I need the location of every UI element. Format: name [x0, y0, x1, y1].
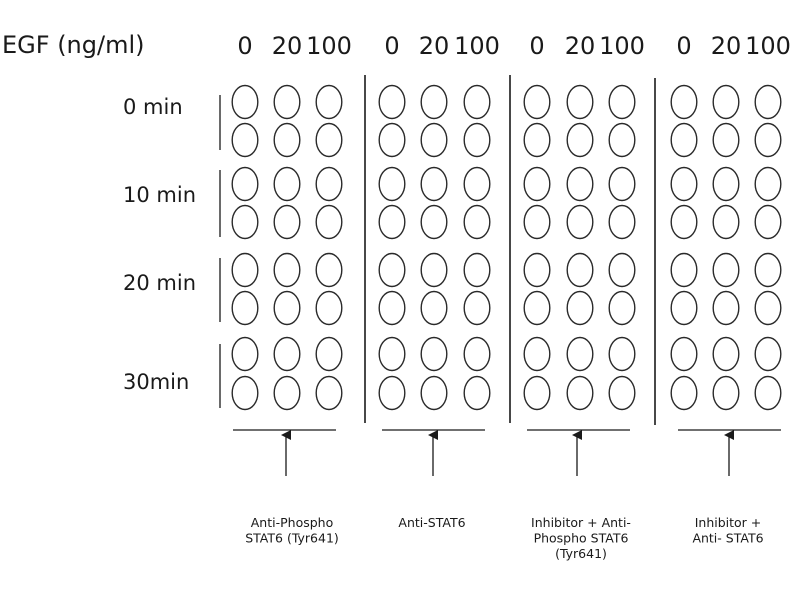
dose-header: 20 — [564, 32, 596, 60]
well-circle — [713, 377, 739, 410]
dose-header: 0 — [237, 32, 253, 60]
well-circle — [671, 254, 697, 287]
well-circle — [567, 292, 593, 325]
well-circle — [274, 377, 300, 410]
well-circle — [379, 168, 405, 201]
well-circle — [316, 292, 342, 325]
well-circle — [755, 254, 781, 287]
well-circle — [232, 377, 258, 410]
well-circle — [232, 254, 258, 287]
time-label: 30min — [123, 370, 190, 394]
well-circle — [609, 206, 635, 239]
well-circle — [421, 292, 447, 325]
panel-caption — [692, 515, 763, 546]
well-circle — [274, 86, 300, 119]
well-circle — [274, 206, 300, 239]
well-circle — [316, 338, 342, 371]
well-circle — [713, 254, 739, 287]
well-circle — [755, 86, 781, 119]
dose-header: 100 — [454, 32, 500, 60]
well-circle — [567, 168, 593, 201]
well-circle — [421, 206, 447, 239]
well-circle — [713, 124, 739, 157]
well-circle — [274, 338, 300, 371]
well-circle — [524, 292, 550, 325]
well-circle — [379, 377, 405, 410]
egf-label: EGF (ng/ml) — [2, 31, 145, 59]
well-circle — [232, 338, 258, 371]
well-circle — [232, 124, 258, 157]
well-circle — [379, 206, 405, 239]
well-circle — [713, 86, 739, 119]
well-circle — [421, 377, 447, 410]
well-circle — [464, 377, 490, 410]
well-circle — [379, 124, 405, 157]
caption-line: STAT6 (Tyr641) — [245, 530, 339, 546]
well-circle — [609, 254, 635, 287]
caption-line: Anti-STAT6 — [398, 515, 466, 530]
well-circle — [464, 292, 490, 325]
well-circle — [609, 168, 635, 201]
well-circle — [609, 377, 635, 410]
well-circle — [755, 206, 781, 239]
well-circle — [316, 206, 342, 239]
caption-line: (Tyr641) — [555, 546, 607, 561]
well-circle — [671, 292, 697, 325]
well-circle — [567, 254, 593, 287]
caption-line: Anti- STAT6 — [692, 530, 764, 546]
time-label: 10 min — [123, 183, 196, 207]
well-circle — [316, 168, 342, 201]
well-circle — [464, 86, 490, 119]
well-circle — [421, 124, 447, 157]
well-circle — [609, 124, 635, 157]
time-label: 20 min — [123, 271, 196, 295]
well-circle — [421, 338, 447, 371]
well-circle — [464, 168, 490, 201]
well-circle — [524, 377, 550, 410]
well-circle — [274, 254, 300, 287]
well-circle — [567, 124, 593, 157]
panel-captions — [245, 515, 763, 561]
well-circle — [379, 86, 405, 119]
well-circle — [316, 124, 342, 157]
well-grid — [232, 86, 781, 410]
well-circle — [524, 254, 550, 287]
dose-headers — [237, 32, 791, 60]
well-circle — [671, 124, 697, 157]
well-circle — [524, 124, 550, 157]
well-circle — [671, 206, 697, 239]
well-circle — [379, 292, 405, 325]
well-circle — [567, 377, 593, 410]
well-circle — [755, 292, 781, 325]
dose-header: 20 — [710, 32, 742, 60]
well-circle — [524, 338, 550, 371]
dose-header: 20 — [418, 32, 450, 60]
well-circle — [567, 206, 593, 239]
time-labels — [123, 95, 196, 394]
well-circle — [274, 292, 300, 325]
panel-dividers — [365, 75, 655, 425]
panel-caption — [531, 515, 631, 561]
well-circle — [232, 86, 258, 119]
caption-line: Phospho STAT6 — [533, 530, 629, 546]
well-circle — [671, 377, 697, 410]
well-circle — [464, 206, 490, 239]
dose-header: 100 — [745, 32, 791, 60]
well-circle — [316, 86, 342, 119]
well-circle — [421, 86, 447, 119]
caption-line: Inhibitor + — [694, 515, 762, 530]
dose-header: 0 — [529, 32, 545, 60]
well-circle — [379, 338, 405, 371]
well-circle — [713, 292, 739, 325]
well-circle — [421, 254, 447, 287]
panel-arrows — [233, 430, 781, 476]
well-circle — [274, 168, 300, 201]
well-circle — [464, 254, 490, 287]
well-circle — [524, 168, 550, 201]
well-circle — [671, 86, 697, 119]
well-circle — [713, 206, 739, 239]
dose-header: 0 — [384, 32, 400, 60]
caption-line: Anti-Phospho — [250, 515, 334, 530]
time-label: 0 min — [123, 95, 183, 119]
caption-line: Inhibitor + Anti- — [531, 515, 631, 530]
well-circle — [524, 86, 550, 119]
well-circle — [316, 377, 342, 410]
well-circle — [316, 254, 342, 287]
well-circle — [567, 338, 593, 371]
well-circle — [609, 292, 635, 325]
well-circle — [464, 338, 490, 371]
well-circle — [671, 168, 697, 201]
well-circle — [421, 168, 447, 201]
dose-header: 100 — [599, 32, 645, 60]
well-circle — [379, 254, 405, 287]
dose-header: 0 — [676, 32, 692, 60]
well-circle — [755, 168, 781, 201]
well-circle — [713, 338, 739, 371]
well-circle — [755, 338, 781, 371]
well-circle — [567, 86, 593, 119]
panel-caption — [245, 515, 339, 546]
well-circle — [755, 377, 781, 410]
well-circle — [755, 124, 781, 157]
well-circle — [232, 206, 258, 239]
dose-header: 100 — [306, 32, 352, 60]
well-circle — [274, 124, 300, 157]
dose-header: 20 — [271, 32, 303, 60]
well-circle — [464, 124, 490, 157]
panel-caption — [398, 515, 465, 530]
well-circle — [232, 292, 258, 325]
well-circle — [609, 86, 635, 119]
well-circle — [671, 338, 697, 371]
well-circle — [524, 206, 550, 239]
well-circle — [232, 168, 258, 201]
well-circle — [713, 168, 739, 201]
well-circle — [609, 338, 635, 371]
